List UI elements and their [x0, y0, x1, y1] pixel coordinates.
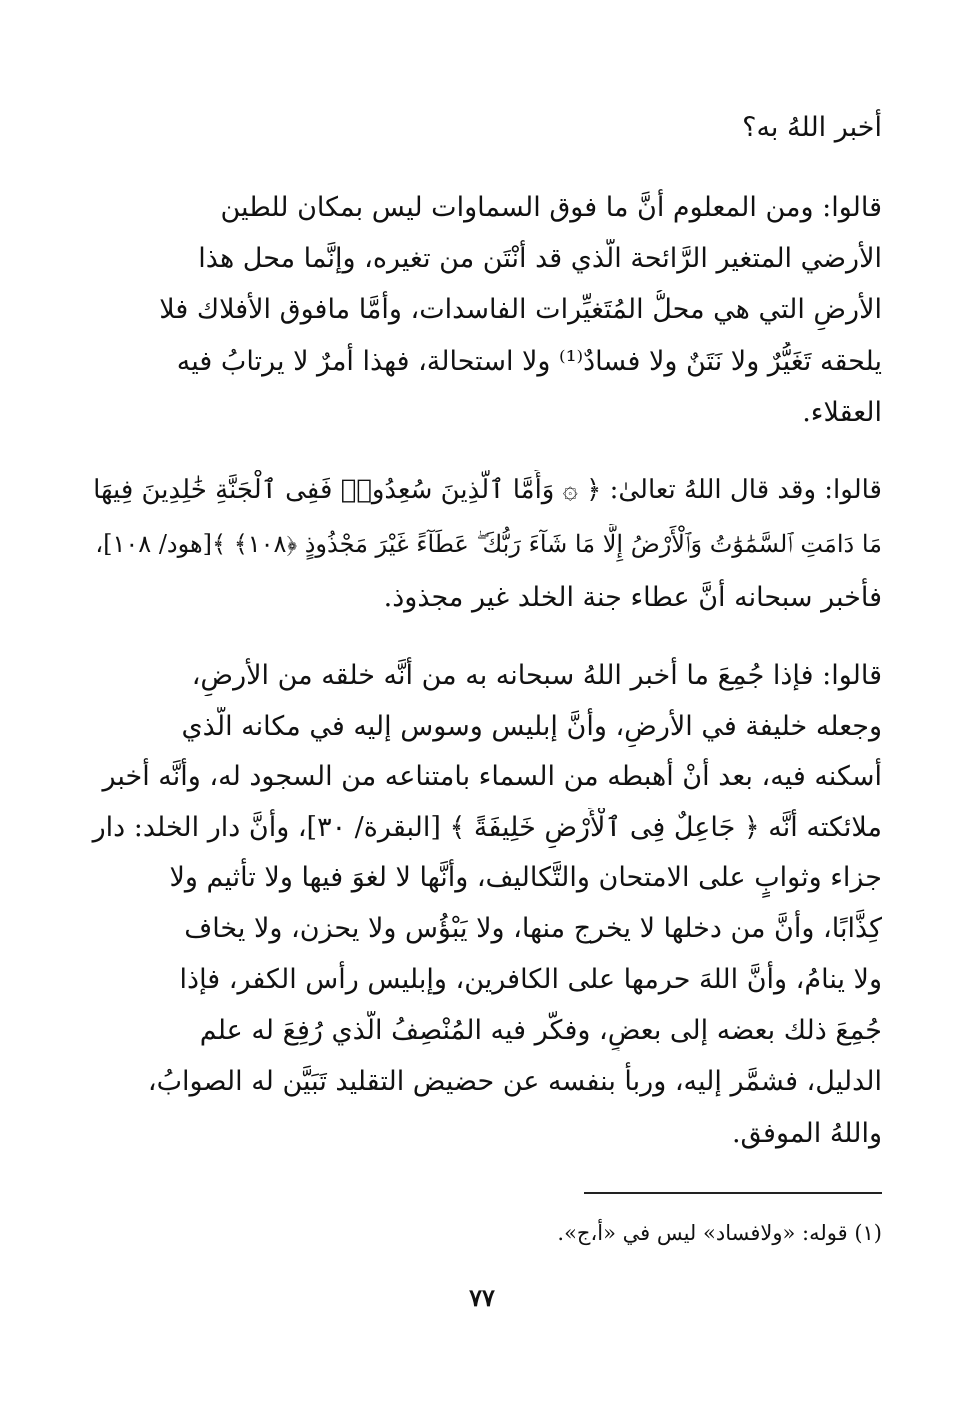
text-line: العقلاء. [802, 397, 882, 428]
text-line: أسكنه فيه، بعد أنْ أهبطه من السماء بامتناعه من السجود له، وأنَّه أخبر [102, 761, 882, 792]
footnote: (١) قوله: «ولافساد» ليس في «أ،ج». [557, 1221, 882, 1245]
footnote-divider [584, 1192, 882, 1194]
text-line: ولا ينامُ، وأنَّ اللهَ حرمها على الكافرين، وإبليس رأس الكفر، فإذا [179, 964, 882, 995]
text-line: وجعله خليفة في الأرضِ، وأنَّ إبليس وسوس إليه في مكانه الَّذي [181, 711, 882, 742]
text-line: الدليل، فشمَّر إليه، وربأ بنفسه عن حضيض التقليد تَبَيَّن له الصوابُ، [147, 1066, 882, 1097]
text-line: يلحقه تَغَيُّرٌ ولا نَتَنٌ ولا فسادٌ⁽¹⁾ ولا استحالة، فهذا أمرٌ لا يرتابُ فيه [176, 346, 882, 377]
text-line: قالوا: ومن المعلوم أنَّ ما فوق السماوات ليس بمكان للطين [220, 192, 882, 223]
text-line: فأخبر سبحانه أنَّ عطاء جنة الخلد غير مجذوذ. [383, 582, 882, 613]
text-line: ملائكته أنَّه ﴿ جَاعِلٌ فِى ٱلْأَرْضِ خَلِيفَةً ﴾ [البقرة/ ٣٠]، وأنَّ دار الخلد: دار [92, 812, 882, 843]
text-line: كِذَّابًا، وأنَّ من دخلها لا يخرج منها، ولا يَبْؤُس ولا يحزن، ولا يخاف [184, 913, 882, 944]
text-line: أخبر اللهُ به؟ [742, 112, 882, 143]
page-number: ٧٧ [469, 1283, 495, 1312]
text-line: واللهُ الموفق. [731, 1118, 882, 1149]
text-line: الأرضِ التي هي محلُّ المُتَغيِّرات الفاسدات، وأمَّا مافوق الأفلاك فلا [159, 294, 882, 325]
text-line: مَا دَامَتِ ٱلسَّمَٰوَٰتُ وَٱلْأَرْضُ إِلَّا مَا شَآءَ رَبُّكَ ۖ عَطَآءً غَيْرَ مَجْذُوذٍ ﴿١٠٨﴾ ﴾[هود/ ١٠٨]، [95, 530, 882, 558]
text-line: الأرضي المتغير الرَّائحة الَّذي قد أنْتَن من تغيره، وإنَّما محل هذا [198, 243, 882, 274]
text-line: قالوا: فإذا جُمِعَ ما أخبر اللهُ سبحانه به من أنَّه خلقه من الأرضِ، [191, 660, 882, 691]
text-line: قالوا: وقد قال اللهُ تعالىٰ: ﴿ ۞ وَأَمَّا ٱلَّذِينَ سُعِدُوا۟ فَفِى ٱلْجَنَّةِ خَٰلِدِينَ فِيهَا [93, 475, 882, 505]
text-line: جزاء وثوابٍ على الامتحان والتَّكاليف، وأنَّها لا لغوَ فيها ولا تأثيم ولا [169, 862, 882, 893]
text-line: جُمِعَ ذلك بعضه إلى بعضٍ، وفكَّر فيه المُنْصِفُ الَّذي رُفِعَ له علم [199, 1015, 882, 1046]
